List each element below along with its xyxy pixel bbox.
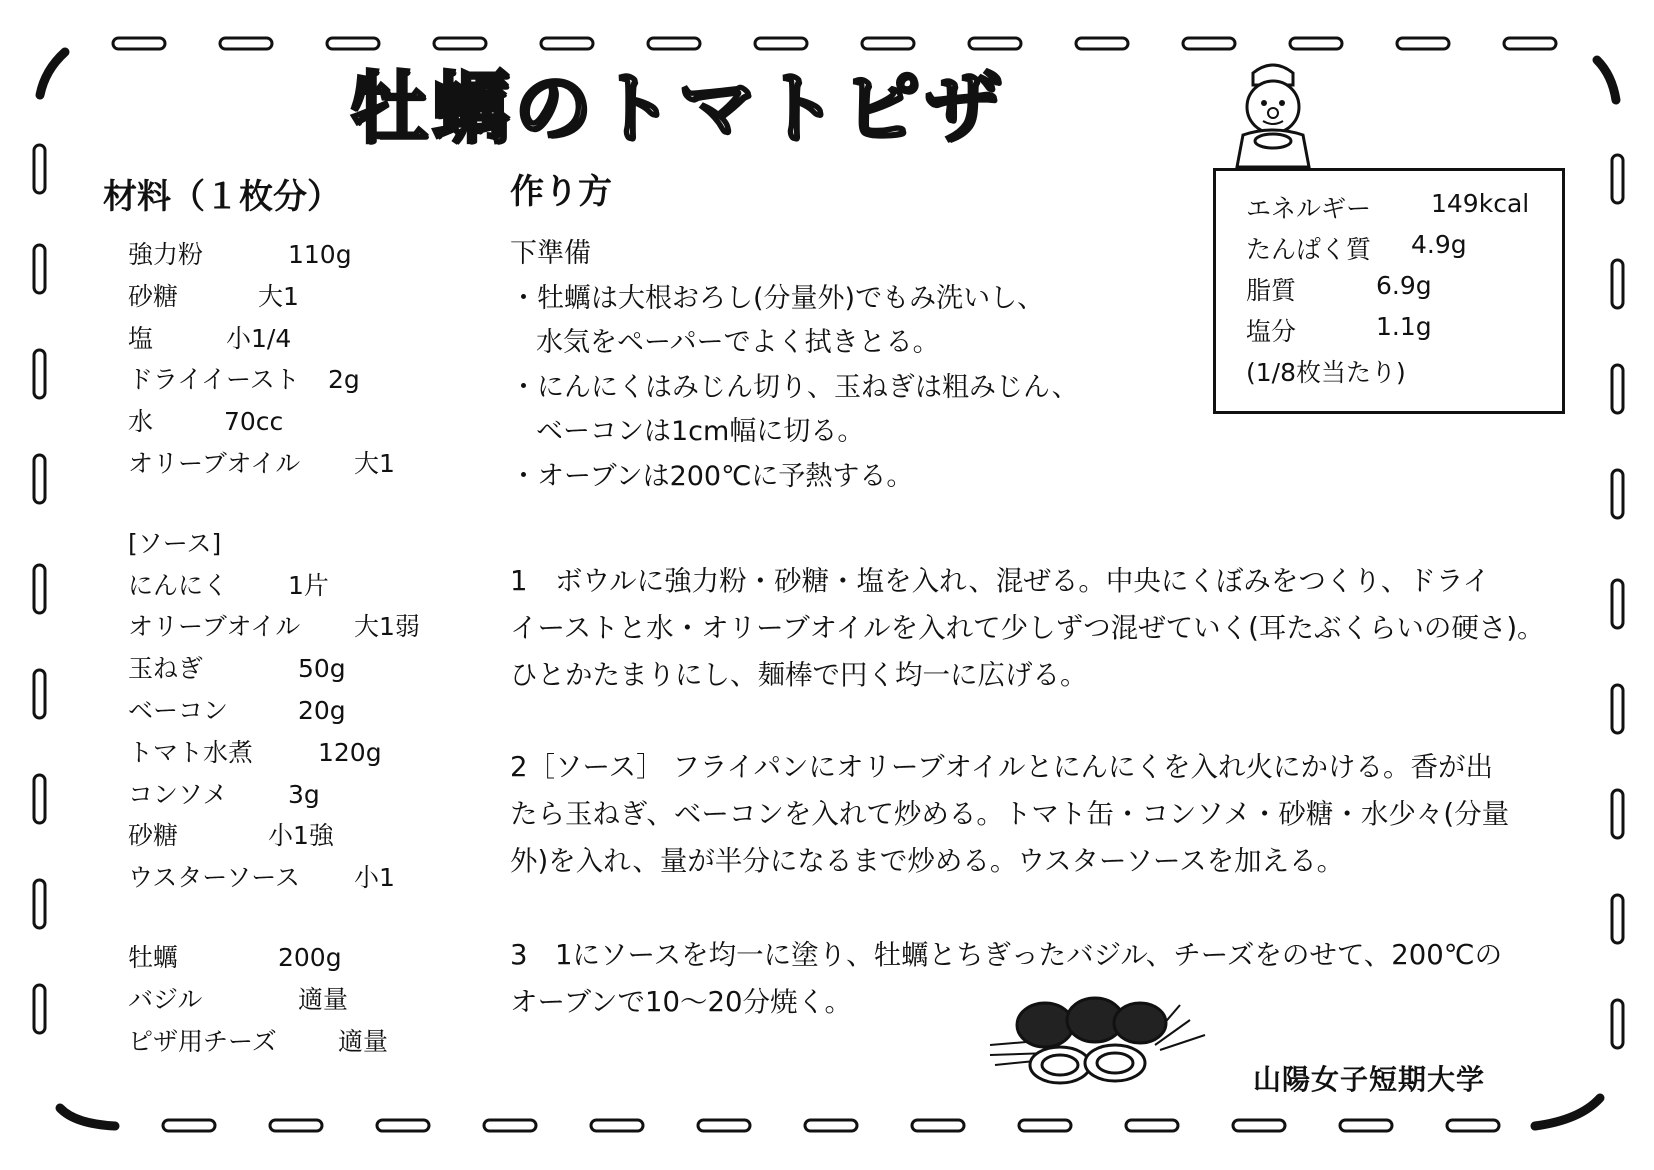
ingredient-row: 砂糖 小1強 — [128, 821, 334, 851]
step-line: 2［ソース］ フライパンにオリーブオイルとにんにくを入れ火にかける。香が出 — [510, 751, 1493, 783]
ingredients-list — [128, 234, 420, 1062]
prep-line: 水気をペーパーでよく拭きとる。 — [536, 327, 940, 359]
prep-line: ・にんにくはみじん切り、玉ねぎは粗みじん、 — [510, 371, 1079, 403]
ingredient-row: ウスターソース 小1 — [128, 863, 395, 893]
fat-row: 脂質 6.9g — [1246, 271, 1432, 305]
ingredient-row: 玉ねぎ 50g — [128, 654, 346, 684]
ingredient-row: ドライイースト 2g — [128, 365, 360, 395]
step-line: 3 1にソースを均一に塗り、牡蠣とちぎったバジル、チーズをのせて、200℃の — [510, 939, 1503, 971]
step-1 — [510, 558, 1545, 699]
nutrition-note: (1/8枚当たり) — [1246, 358, 1406, 387]
energy-row: エネルギー 149kcal — [1246, 189, 1530, 223]
ingredient-row: にんにく 1片 — [128, 570, 329, 600]
step-line: たら玉ねぎ、ベーコンを入れて炒める。トマト缶・コンソメ・砂糖・水少々(分量 — [510, 798, 1510, 830]
ingredient-row: 牡蠣 200g — [128, 942, 342, 972]
step-line: オーブンで10～20分焼く。 — [510, 986, 852, 1018]
nutrition-box — [1213, 168, 1565, 414]
school-name: 山陽女子短期大学 — [1253, 1063, 1486, 1096]
chef-character-icon — [1213, 55, 1333, 170]
ingredient-row: オリーブオイル 大1 — [128, 448, 395, 478]
spacer — [128, 485, 420, 523]
ingredient-row: オリーブオイル 大1弱 — [128, 612, 420, 642]
ingredient-row: 塩 小1/4 — [128, 323, 292, 353]
oyster-shells-icon — [990, 985, 1210, 1100]
step-line: 1 ボウルに強力粉・砂糖・塩を入れ、混ぜる。中央にくぼみをつくり、ドライ — [510, 565, 1490, 597]
protein-row: たんぱく質 4.9g — [1246, 230, 1467, 264]
step-line: 外)を入れ、量が半分になるまで炒める。ウスターソースを加える。 — [510, 845, 1345, 877]
page-title: 牡蠣のトマトピザ — [350, 64, 1007, 154]
method-heading: 作り方 — [510, 172, 612, 212]
ingredient-row: バジル 適量 — [128, 984, 349, 1014]
ingredient-row: トマト水煮 120g — [128, 737, 382, 767]
ingredient-row: 強力粉 110g — [128, 240, 352, 269]
step-2 — [510, 744, 1509, 885]
ingredient-row: ベーコン 20g — [128, 695, 346, 725]
ingredient-row: 水 70cc — [128, 407, 284, 437]
ingredient-row: ピザ用チーズ 適量 — [128, 1026, 389, 1056]
step-line: イーストと水・オリーブオイルを入れて少しずつ混ぜていく(耳たぶくらいの硬さ)。 — [510, 612, 1545, 644]
prep-heading: 下準備 — [510, 238, 591, 269]
step-line: ひとかたまりにし、麺棒で円く均一に広げる。 — [510, 659, 1088, 691]
prep-line: ・牡蠣は大根おろし(分量外)でもみ洗いし、 — [510, 282, 1045, 314]
ingredient-row: 砂糖 大1 — [128, 281, 299, 311]
sauce-heading: [ソース] — [128, 528, 222, 558]
salt-row: 塩分 1.1g — [1246, 312, 1432, 346]
prep-section — [510, 232, 1079, 500]
ingredients-heading: 材料（１枚分） — [103, 177, 341, 217]
prep-line: ・オーブンは200℃に予熱する。 — [510, 460, 914, 492]
spacer — [128, 899, 420, 937]
ingredient-row: コンソメ 3g — [128, 779, 320, 809]
prep-line: ベーコンは1cm幅に切る。 — [536, 416, 865, 448]
